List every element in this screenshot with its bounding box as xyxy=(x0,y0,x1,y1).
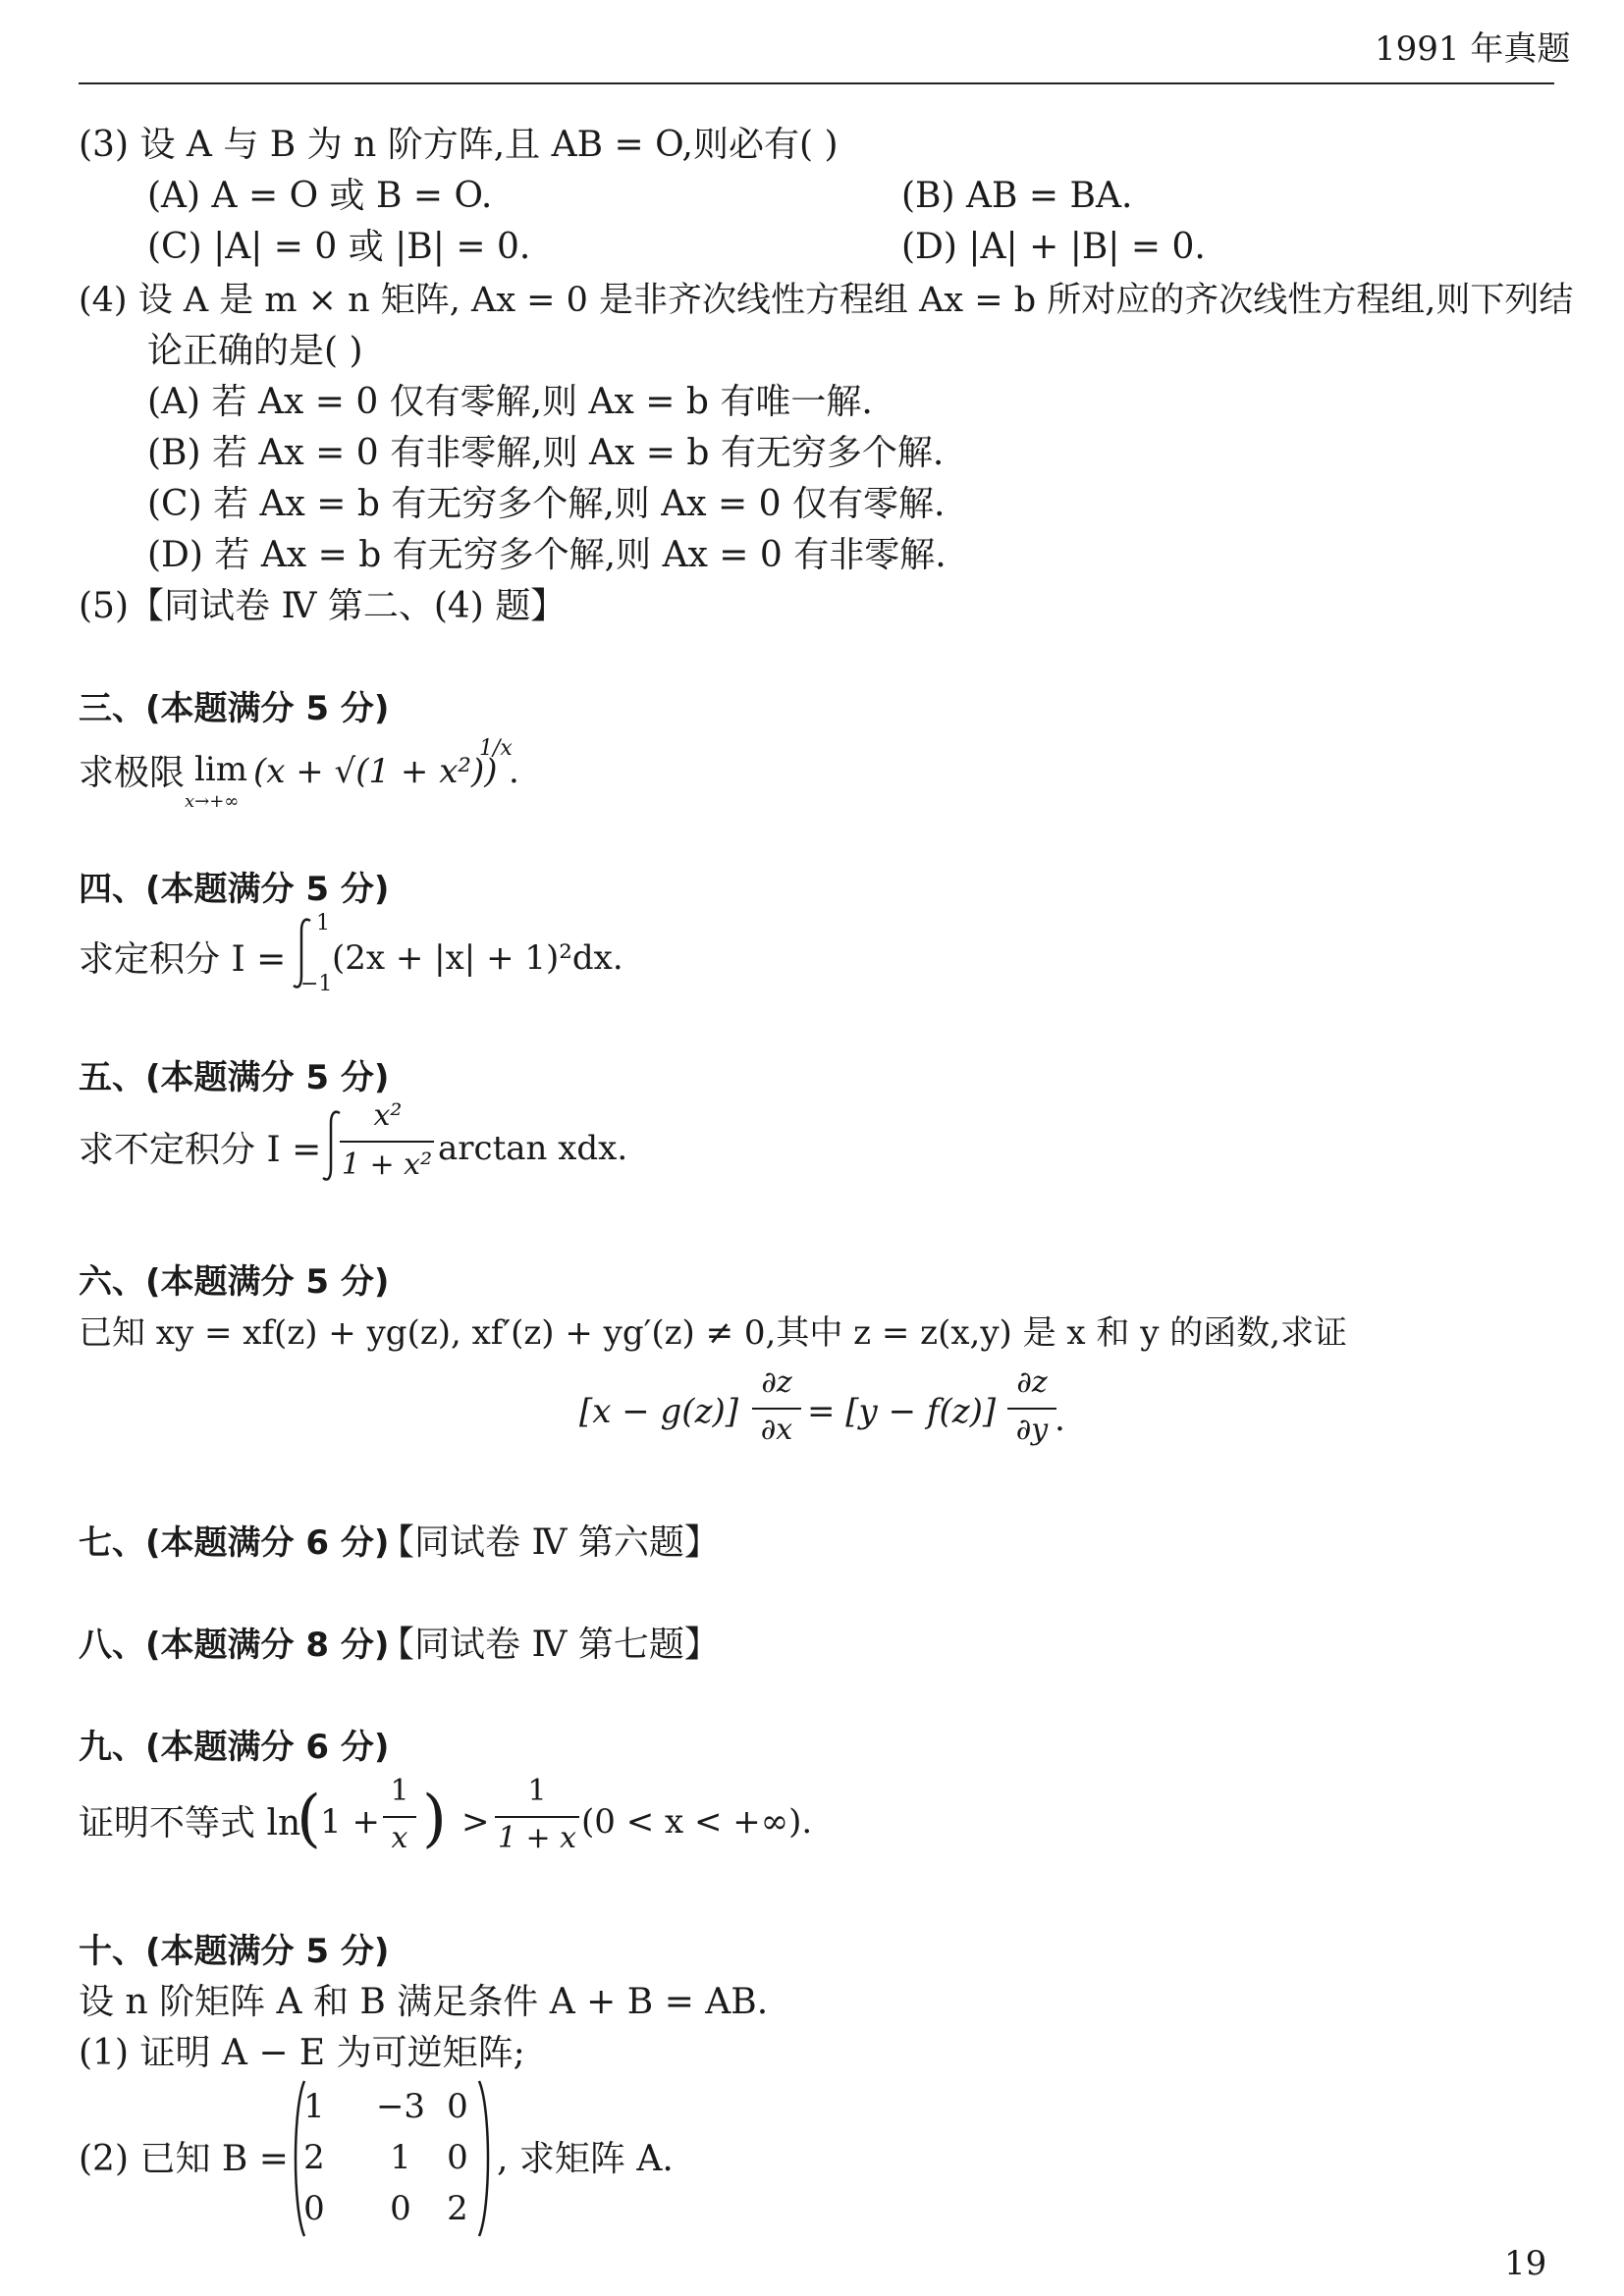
q5-reference: (5)【同试卷 Ⅳ 第二、(4) 题】 xyxy=(79,586,567,626)
s6-frac2-bar xyxy=(1007,1408,1056,1410)
s9-one-plus: 1 + xyxy=(320,1802,380,1842)
matrix-cell: −3 xyxy=(375,2087,426,2126)
s6-frac1-bar xyxy=(752,1408,801,1410)
matrix-cell: 0 xyxy=(447,2138,468,2177)
s6-frac1-denominator: ∂x xyxy=(760,1413,793,1447)
section-7-title: 七、(本题满分 6 分) xyxy=(79,1523,390,1563)
page-number: 19 xyxy=(1504,2244,1547,2283)
s10-line1: 设 n 阶矩阵 A 和 B 满足条件 A + B = AB. xyxy=(79,1982,769,2022)
s9-prefix: 证明不等式 ln xyxy=(79,1803,301,1843)
matrix-cell: 1 xyxy=(303,2087,325,2126)
s6-rhs: = [y − f(z)] xyxy=(807,1392,997,1431)
s9-tail: (0 < x < +∞). xyxy=(581,1802,813,1842)
s9-frac2-bar xyxy=(495,1816,579,1818)
s9-frac1-denominator: x xyxy=(391,1821,408,1855)
s5-fraction-bar xyxy=(340,1141,434,1143)
q3-stem: (3) 设 A 与 B 为 n 阶方阵,且 AB = O,则必有( ) xyxy=(79,125,839,165)
q4-option-b: (B) 若 Ax = 0 有非零解,则 Ax = b 有无穷多个解. xyxy=(147,433,945,473)
s10-part2-suffix: , 求矩阵 A. xyxy=(497,2139,674,2179)
q3-option-a: (A) A = O 或 B = O. xyxy=(147,176,493,216)
s6-frac2-denominator: ∂y xyxy=(1015,1413,1049,1447)
s5-suffix: arctan xdx. xyxy=(438,1129,628,1168)
section-10-title: 十、(本题满分 5 分) xyxy=(79,1932,390,1971)
s9-frac1-numerator: 1 xyxy=(390,1774,409,1808)
s5-prefix: 求不定积分 I = xyxy=(79,1130,322,1170)
section-4-title: 四、(本题满分 5 分) xyxy=(79,870,390,909)
matrix-cell: 1 xyxy=(390,2138,411,2177)
matrix-cell: 2 xyxy=(447,2189,468,2228)
section-9-title: 九、(本题满分 6 分) xyxy=(79,1728,390,1767)
matrix-cell: 0 xyxy=(303,2189,325,2228)
s6-end: . xyxy=(1055,1400,1065,1439)
matrix-cell: 0 xyxy=(447,2087,468,2126)
s9-frac1-bar xyxy=(383,1816,416,1818)
section-6-title: 六、(本题满分 5 分) xyxy=(79,1262,390,1302)
q4-option-a: (A) 若 Ax = 0 仅有零解,则 Ax = b 有唯一解. xyxy=(147,382,873,422)
q4-stem-line1: (4) 设 A 是 m × n 矩阵, Ax = 0 是非齐次线性方程组 Ax = b 所对应的齐次线性方程组,则下列结 xyxy=(79,281,1574,320)
section-3-title: 三、(本题满分 5 分) xyxy=(79,689,390,728)
page-header-title: 1991 年真题 xyxy=(1375,29,1571,69)
s4-upper-limit: 1 xyxy=(316,911,330,935)
q3-option-c: (C) |A| = 0 或 |B| = 0. xyxy=(147,227,531,267)
s4-integrand: (2x + |x| + 1)²dx. xyxy=(332,938,623,978)
s3-expression: (x + √(1 + x²)) xyxy=(253,752,498,791)
s9-frac2-denominator: 1 + x xyxy=(497,1821,577,1855)
section-7-reference: 【同试卷 Ⅳ 第六题】 xyxy=(379,1522,720,1563)
s9-frac2-numerator: 1 xyxy=(527,1774,547,1808)
header-rule xyxy=(79,82,1554,84)
section-5-title: 五、(本题满分 5 分) xyxy=(79,1058,390,1097)
q3-option-b: (B) AB = BA. xyxy=(901,176,1133,216)
matrix-cell: 0 xyxy=(390,2189,411,2228)
s5-denominator: 1 + x² xyxy=(341,1148,433,1182)
s3-exponent: 1/x xyxy=(479,736,513,761)
s3-prefix: 求极限 xyxy=(79,753,186,793)
matrix-right-bracket-icon xyxy=(475,2079,495,2238)
s10-line2: (1) 证明 A − E 为可逆矩阵; xyxy=(79,2033,525,2073)
s10-part2-prefix: (2) 已知 B = xyxy=(79,2139,289,2179)
q4-option-c: (C) 若 Ax = b 有无穷多个解,则 Ax = 0 仅有零解. xyxy=(147,484,946,524)
s6-frac2-numerator: ∂z xyxy=(1016,1365,1048,1400)
q3-option-d: (D) |A| + |B| = 0. xyxy=(901,227,1206,267)
s3-lim-subscript: x→+∞ xyxy=(185,791,240,812)
s6-statement: 已知 xy = xf(z) + yg(z), xf′(z) + yg′(z) ≠ 0,其中 z = z(x,y) 是 x 和 y 的函数,求证 xyxy=(79,1313,1348,1353)
q4-stem-line2: 论正确的是( ) xyxy=(147,331,363,371)
s9-left-paren: ( xyxy=(297,1783,321,1855)
section-8-title: 八、(本题满分 8 分) xyxy=(79,1626,390,1665)
s4-lower-limit: −1 xyxy=(300,972,333,996)
s5-numerator: x² xyxy=(373,1098,403,1133)
s6-frac1-numerator: ∂z xyxy=(761,1365,792,1400)
section-8-reference: 【同试卷 Ⅳ 第七题】 xyxy=(379,1625,720,1665)
s9-right-paren: ) xyxy=(422,1783,447,1855)
s3-lim: lim xyxy=(194,750,247,789)
q4-option-d: (D) 若 Ax = b 有无穷多个解,则 Ax = 0 有非零解. xyxy=(147,535,947,575)
s6-lhs: [x − g(z)] xyxy=(579,1392,739,1431)
s4-prefix: 求定积分 I = xyxy=(79,939,287,980)
matrix-cell: 2 xyxy=(303,2138,325,2177)
s3-end: . xyxy=(509,752,519,791)
s9-greater-than: > xyxy=(461,1802,490,1842)
